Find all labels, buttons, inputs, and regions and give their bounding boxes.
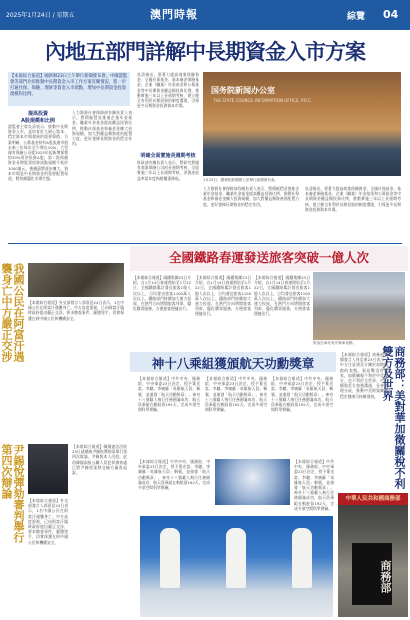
side-story-1-text: 【本報綜合報道】外交部發言人郭嘉昆24日表示，1名中國公民在阿富汗遇襲身亡。中方高度重視，已向阿富汗臨時政府提出嚴正交涉，要求徹查事件，嚴懲兇手，切實保護在阿中國公民和機構安全。 (28, 300, 124, 321)
mofcom-banner: 中華人民共和國商務部 (338, 493, 408, 505)
rail-story-text-2: 【本報綜合報道】國鐵集團23日介紹，自1月14日春運開始至1月22日，全國鐵路累計發送旅客1億人次以上，日均發送旅客1100萬人次以上。鐵路部門持續加大運力投放，在熱門方向增開旅客列車，優化購票服務，方便旅客便捷出行。 (195, 275, 251, 317)
middle-subhead: 明確全面實施長週期考核 (140, 153, 196, 159)
left-column-text-2: 人力資源社會保障部有關負責人表示，將積極穩妥推進企業年金基金、職業年金基金提高權益投資比例，推動社保基金和養老金擴大投資規模，加大對權益類資產的配置力度，更好發揮長期資金的穩定作用。 (72, 110, 132, 147)
lede-box: 【本報綜合報道】國新辦23日上午舉行新聞發布會，中國證監會等部門介紹推動中長期資金入市工作方案有關情況，進一步打通社保、保險、理財等資金入市堵點，增加中長期資金投資規模和比例。 (8, 72, 130, 106)
rail-story-headline: 全國鐵路春運發送旅客突破一億人次 (168, 250, 369, 265)
middle-column-text-2: 財政部有關負責人表示，將研究對國有商業保險公司的長週期考核，全面實施三年以上長週期考核，淨資產收益率當年度指標權重降低。 (137, 160, 199, 181)
astronaut-figure-3 (292, 528, 312, 588)
section-divider (8, 243, 402, 244)
space-story-text-2: 【本報綜合報道】中共中央、國務院、中央軍委23日決定，授予葉光富、李聰、李廣蘇「英雄航天員」稱號，並頒發「航天功勳獎章」。神舟十八號載人飛行任務圓滿成功，航天員乘組在軌駐留192天，完成多項空間科學實驗。 (205, 376, 267, 413)
mofcom-sign: 商務部 (352, 543, 392, 605)
rail-station-photo (313, 272, 405, 340)
newspaper-logo: 澳門時報 (150, 8, 198, 21)
side-story-2-headline: 尹錫悅彈劾審判舉行第四次辯論 (0, 444, 25, 543)
left-subhead: 提高投資 A股規模和比例 (21, 111, 55, 124)
mofcom-story-headline: 商務部：美對華加徵關稅不利雙方及世界 (381, 346, 406, 489)
side-story-2-text-2: 【本報綜合報道】外交部發言人郭嘉昆24日表示，1名中國公民在阿富汗遇襲身亡。中方高度重視，已向阿富汗臨時政府提出嚴正交涉，要求徹查事件，嚴懲兇手，切實保護在阿中國公民和機構安全。 (28, 498, 68, 545)
astronaut-figure-2 (226, 528, 246, 588)
side-story-1-headline: 我國公民在阿富汗遇襲身亡中方嚴正交涉 (0, 263, 25, 362)
space-story-text-4: 【本報綜合報道】中共中央、國務院、中央軍委23日決定，授予葉光富、李聰、李廣蘇「英雄航天員」稱號，並頒發「航天功勳獎章」。神舟十八號載人飛行任務圓滿成功，航天員乘組在軌駐留192天，完成多項空間科學實驗。 (138, 459, 210, 491)
rail-photo-caption: 旅客在車站有序乘車返鄉。 (313, 341, 357, 345)
right-column-text-2: 吳清指出，要著力提高商業保險資金、全國社保基金、基本養老保險基金、企業（職業）年金基金和公募基金等中長期資金權益類投資比例，推動實施三年以上長週期考核，建立健全有利於長期投資的制度環境，引導更多長期資金投資資本市場。 (305, 186, 401, 212)
afghanistan-photo (28, 263, 124, 297)
press-conference-caption: 1月23日，國務院新聞辦公室舉行新聞發布會。 (203, 178, 279, 182)
main-headline: 內地五部門詳解中長期資金入市方案 (45, 39, 365, 64)
rail-story-text-3: 【本報綜合報道】國鐵集團23日介紹，自1月14日春運開始至1月22日，全國鐵路累計發送旅客1億人次以上，日均發送旅客1100萬人次以上。鐵路部門持續加大運力投放，在熱門方向增開旅客列車，優化購票服務，方便旅客便捷出行。 (254, 275, 310, 317)
left-column-text: 證監會主席吳清表示，推動中長期資金入市，是培育壯大耐心資本、穩定資本市場發展的重要舉措。方案明確，公募基金持有A股流通市值未來三年每年至少增長10%；大型國有保險公司從2025年起新增保費的30%用於投資A股；第二批保險資金長期股票投資試點規模不低於1000億元，後續還將逐步擴大。資本市場是中長期資金的重要配置渠道，將持續優化市場生態。 (8, 124, 68, 182)
page-number: 04 (383, 8, 399, 21)
middle-column-text: 吳清指出，要著力提高商業保險資金、全國社保基金、基本養老保險基金、企業（職業）年金基金和公募基金等中長期資金權益類投資比例，推動實施三年以上長週期考核，建立健全有利於長期投資的制度環境，引導更多長期資金投資資本市場。 (137, 72, 199, 109)
space-story-text-5: 【本報綜合報道】中共中央、國務院、中央軍委23日決定，授予葉光富、李聰、李廣蘇「英雄航天員」稱號，並頒發「航天功勳獎章」。神舟十八號載人飛行任務圓滿成功，航天員乘組在軌駐留192天，完成多項空間科學實驗。 (294, 459, 334, 511)
space-story-text-3: 【本報綜合報道】中共中央、國務院、中央軍委23日決定，授予葉光富、李聰、李廣蘇「英雄航天員」稱號，並頒發「航天功勳獎章」。神舟十八號載人飛行任務圓滿成功，航天員乘組在軌駐留192天，完成多項空間科學實驗。 (271, 376, 333, 413)
rail-story-text: 【本報綜合報道】國鐵集團23日介紹，自1月14日春運開始至1月22日，全國鐵路累計發送旅客1億人次以上，日均發送旅客1100萬人次以上。鐵路部門持續加大運力投放，在熱門方向增開旅客列車，優化購票服務，方便旅客便捷出行。 (133, 275, 191, 312)
right-column-text: 人力資源社會保障部有關負責人表示，將積極穩妥推進企業年金基金、職業年金基金提高權益投資比例，推動社保基金和養老金擴大投資規模，加大對權益類資產的配置力度，更好發揮長期資金的穩定作用。 (203, 186, 299, 207)
photo-backdrop-title: 国务院新闻办公室 (211, 86, 275, 95)
photo-backdrop-subtitle: THE STATE COUNCIL INFORMATION OFFICE, P.R.C. (213, 98, 313, 103)
section-name: 綜覽 (347, 12, 366, 22)
yoon-portrait (28, 444, 68, 494)
issue-date: 2025年1月24日 / 星期五 (6, 12, 75, 19)
mofcom-story-text: 【本報綜合報道】商務部新聞發言人何亞東23日表示，中方注意到美方關於加徵關稅的表態。貿易戰沒有贏家，加徵關稅不利於中美雙方，也不利於全世界。中方願與美方加強溝通，妥善處理分歧，推動中美經貿關係穩定健康可持續發展。 (340, 352, 388, 399)
side-story-2-text: 【本報綜合報道】韓國憲法法院23日就總統尹錫悅彈劾案舉行第四次辯論，尹錫悅本人出庭。此前韓國高級公職人員犯罪調查處已將尹錫悅案移交檢方審查起訴。 (72, 444, 127, 476)
astronaut-portrait-photo (215, 459, 290, 505)
astronaut-figure-1 (160, 528, 180, 588)
space-story-headline: 神十八乘組獲頒航天功勳獎章 (151, 356, 315, 371)
space-story-text: 【本報綜合報道】中共中央、國務院、中央軍委23日決定，授予葉光富、李聰、李廣蘇「英雄航天員」稱號，並頒發「航天功勳獎章」。神舟十八號載人飛行任務圓滿成功，航天員乘組在軌駐留192天，完成多項空間科學實驗。 (138, 376, 200, 413)
